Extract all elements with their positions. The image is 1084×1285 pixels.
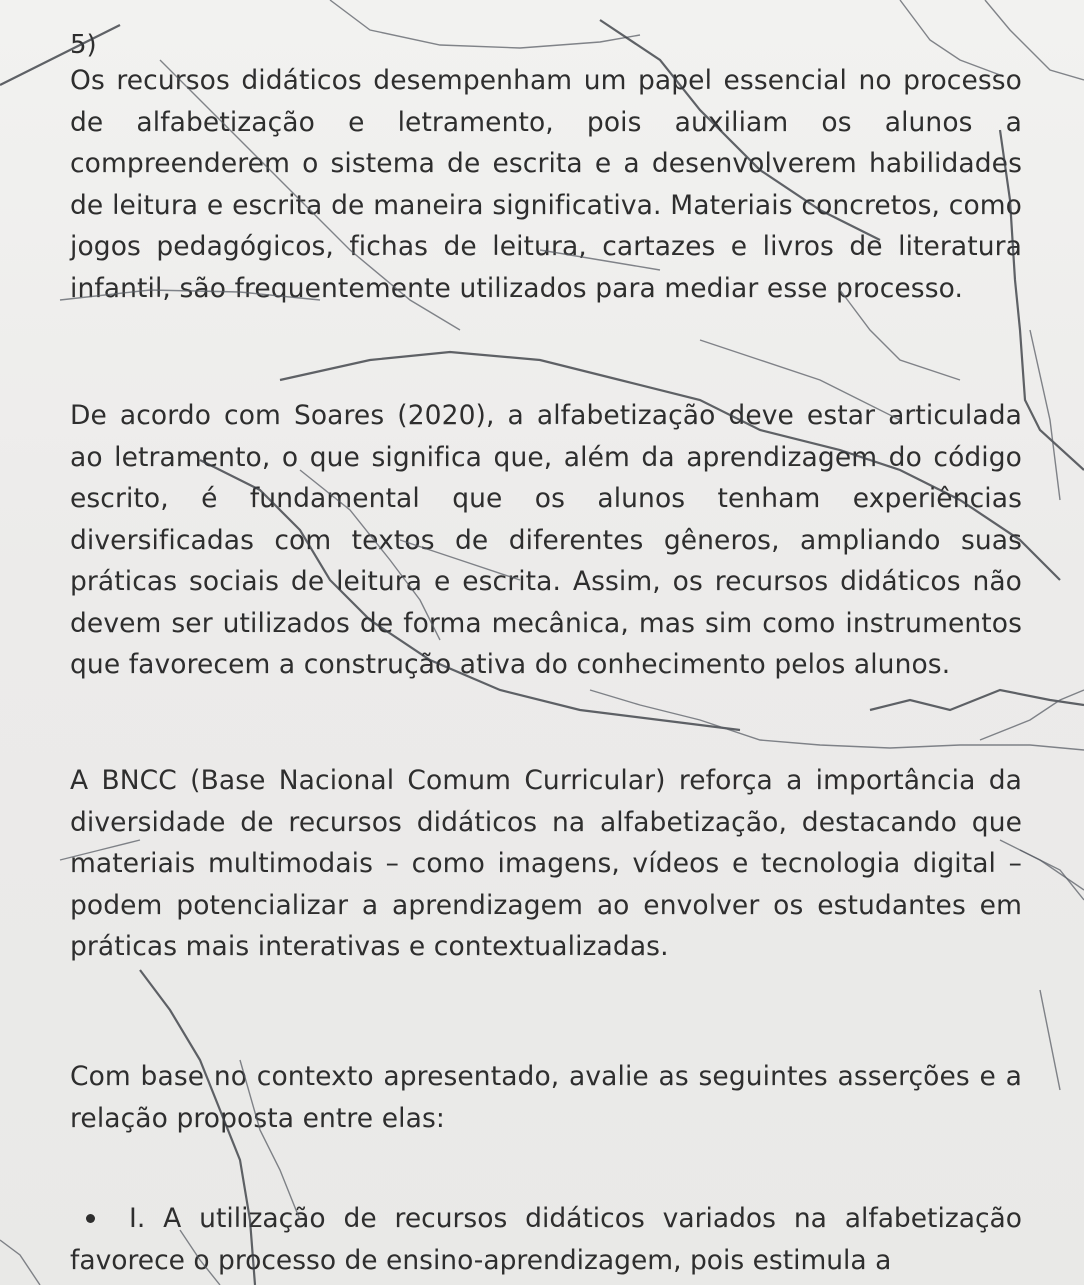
- bullet-icon: [86, 1214, 95, 1223]
- assertion-1-text: I. A utilização de recursos didáticos variados na alfabetização favorece o processo de ensino-aprendizagem, pois estimula a: [70, 1203, 1022, 1276]
- paragraph-instruction: Com base no contexto apresentado, avalie as seguintes asserções e a relação proposta entre elas:: [70, 1061, 1022, 1134]
- assertion-item: [70, 1198, 1022, 1281]
- question-number: 5): [70, 30, 97, 60]
- paragraph-bncc: A BNCC (Base Nacional Comum Curricular) reforça a importância da diversidade de recursos didáticos na alfabetização, destacando que materiais multimodais – como imagens, vídeos e tecnologia digital – podem potencializar a aprendizagem ao envolver os estudantes em práticas mais interativas e contextualizadas.: [70, 765, 1022, 962]
- paragraph-intro: Os recursos didáticos desempenham um papel essencial no processo de alfabetização e letramento, pois auxiliam os alunos a compreenderem o sistema de escrita e a desenvolverem habilidades de leitura e escrita de maneira significativa. Materiais concretos, como jogos pedagógicos, fichas de leitura, cartazes e livros de literatura infantil, são frequentemente utilizados para mediar esse processo.: [70, 65, 1022, 304]
- paragraph-soares: De acordo com Soares (2020), a alfabetização deve estar articulada ao letramento, o que significa que, além da aprendizagem do código escrito, é fundamental que os alunos tenham experiências diversificadas com textos de diferentes gêneros, ampliando suas práticas sociais de leitura e escrita. Assim, os recursos didáticos não devem ser utilizados de forma mecânica, mas sim como instrumentos que favorecem a construção ativa do conhecimento pelos alunos.: [70, 400, 1022, 680]
